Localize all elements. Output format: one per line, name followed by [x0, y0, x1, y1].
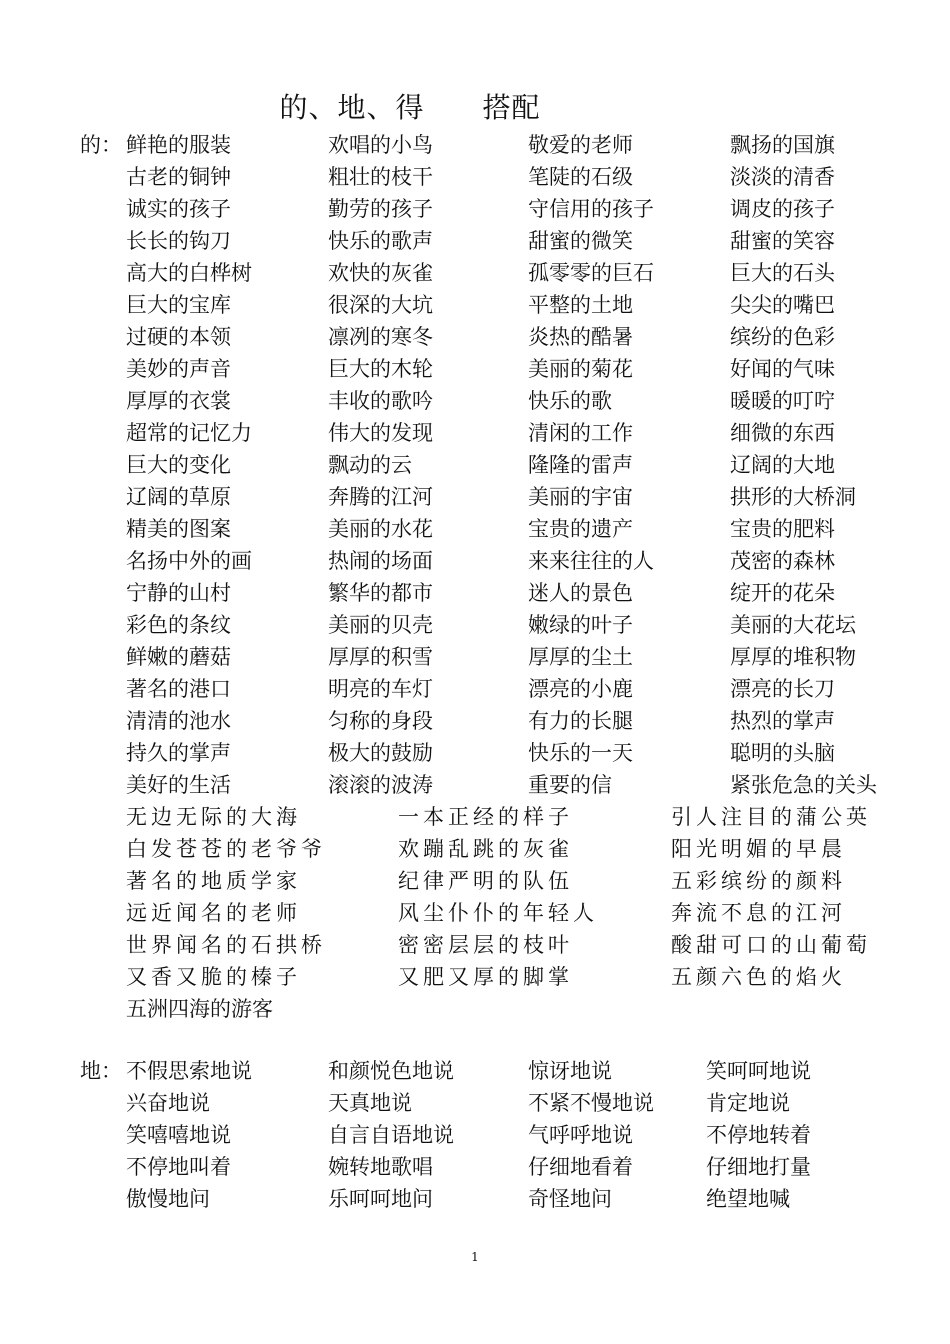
phrase: 彩色的条纹	[126, 613, 231, 637]
phrase: 仔细地看着	[528, 1155, 633, 1179]
phrase: 著名的港口	[126, 677, 231, 701]
phrase: 清清的池水	[126, 709, 231, 733]
phrase: 远近闻名的老师	[126, 901, 301, 925]
phrase: 滚滚的波涛	[328, 773, 433, 797]
phrase: 长长的钩刀	[126, 229, 231, 253]
phrase: 傲慢地问	[126, 1187, 210, 1211]
phrase: 凛冽的寒冬	[328, 325, 433, 349]
page-title: 的、地、得 搭配	[279, 91, 541, 124]
phrase: 超常的记忆力	[126, 421, 252, 445]
phrase-row	[126, 673, 886, 705]
phrase: 宁静的山村	[126, 581, 231, 605]
page-number: 1	[471, 1250, 479, 1264]
phrase: 厚厚的衣裳	[126, 389, 231, 413]
phrase-row	[126, 577, 886, 609]
phrase: 美丽的宇宙	[528, 485, 633, 509]
di-label: 地：	[80, 1059, 122, 1083]
phrase: 甜蜜的微笑	[528, 229, 633, 253]
di-rows	[126, 1055, 886, 1215]
phrase: 又肥又厚的脚掌	[398, 965, 573, 989]
phrase-row	[126, 609, 886, 641]
phrase: 飘动的云	[328, 453, 412, 477]
phrase: 拱形的大桥洞	[730, 485, 856, 509]
phrase: 巨大的宝库	[126, 293, 231, 317]
phrase-row	[126, 321, 886, 353]
phrase: 仔细地打量	[706, 1155, 811, 1179]
phrase: 宝贵的遗产	[528, 517, 633, 541]
phrase: 茂密的森林	[730, 549, 835, 573]
phrase: 兴奋地说	[126, 1091, 210, 1115]
phrase: 五洲四海的游客	[126, 997, 273, 1021]
phrase: 高大的白桦树	[126, 261, 252, 285]
phrase: 调皮的孩子	[730, 197, 835, 221]
phrase: 繁华的都市	[328, 581, 433, 605]
phrase: 无边无际的大海	[126, 805, 301, 829]
phrase: 有力的长腿	[528, 709, 633, 733]
phrase: 自言自语地说	[328, 1123, 454, 1147]
phrase: 美丽的贝壳	[328, 613, 433, 637]
phrase: 甜蜜的笑容	[730, 229, 835, 253]
phrase-row	[126, 129, 886, 161]
phrase-row	[126, 161, 886, 193]
phrase: 五彩缤纷的颜料	[671, 869, 846, 893]
phrase: 奔流不息的江河	[671, 901, 846, 925]
phrase: 名扬中外的画	[126, 549, 252, 573]
phrase: 重要的信	[528, 773, 612, 797]
phrase: 不停地叫着	[126, 1155, 231, 1179]
phrase: 辽阔的草原	[126, 485, 231, 509]
phrase: 热烈的掌声	[730, 709, 835, 733]
phrase: 鲜嫩的蘑菇	[126, 645, 231, 669]
phrase-row	[126, 865, 886, 897]
phrase: 尖尖的嘴巴	[730, 293, 835, 317]
phrase: 著名的地质学家	[126, 869, 301, 893]
phrase: 白发苍苍的老爷爷	[126, 837, 326, 861]
phrase: 敬爱的老师	[528, 133, 633, 157]
phrase: 笑呵呵地说	[706, 1059, 811, 1083]
phrase: 快乐的歌	[528, 389, 612, 413]
phrase: 和颜悦色地说	[328, 1059, 454, 1083]
phrase: 明亮的车灯	[328, 677, 433, 701]
phrase: 一本正经的样子	[398, 805, 573, 829]
phrase: 匀称的身段	[328, 709, 433, 733]
phrase-row	[126, 1183, 886, 1215]
phrase: 风尘仆仆的年轻人	[398, 901, 598, 925]
phrase-row	[126, 897, 886, 929]
phrase: 世界闻名的石拱桥	[126, 933, 326, 957]
phrase-row	[126, 353, 886, 385]
phrase: 辽阔的大地	[730, 453, 835, 477]
phrase: 古老的铜钟	[126, 165, 231, 189]
phrase-row	[126, 993, 886, 1025]
phrase: 飘扬的国旗	[730, 133, 835, 157]
phrase: 炎热的酷暑	[528, 325, 633, 349]
phrase-row	[126, 737, 886, 769]
phrase: 奇怪地问	[528, 1187, 612, 1211]
phrase: 巨大的木轮	[328, 357, 433, 381]
de-label: 的：	[80, 133, 122, 157]
phrase: 平整的土地	[528, 293, 633, 317]
phrase-row	[126, 833, 886, 865]
phrase-row	[126, 449, 886, 481]
phrase: 漂亮的长刀	[730, 677, 835, 701]
de-rows	[126, 129, 886, 1025]
phrase: 迷人的景色	[528, 581, 633, 605]
phrase: 嫩绿的叶子	[528, 613, 633, 637]
phrase: 不停地转着	[706, 1123, 811, 1147]
phrase: 精美的图案	[126, 517, 231, 541]
phrase: 热闹的场面	[328, 549, 433, 573]
phrase: 欢蹦乱跳的灰雀	[398, 837, 573, 861]
phrase: 巨大的石头	[730, 261, 835, 285]
phrase: 又香又脆的榛子	[126, 965, 301, 989]
phrase: 快乐的一天	[528, 741, 633, 765]
phrase: 勤劳的孩子	[328, 197, 433, 221]
phrase-row	[126, 417, 886, 449]
phrase: 漂亮的小鹿	[528, 677, 633, 701]
phrase: 清闲的工作	[528, 421, 633, 445]
phrase: 宝贵的肥料	[730, 517, 835, 541]
phrase: 惊讶地说	[528, 1059, 612, 1083]
phrase: 美好的生活	[126, 773, 231, 797]
phrase: 美丽的菊花	[528, 357, 633, 381]
phrase: 紧张危急的关头	[730, 773, 877, 797]
phrase-row	[126, 1151, 886, 1183]
phrase: 引人注目的蒲公英	[671, 805, 871, 829]
phrase-row	[126, 513, 886, 545]
phrase-row	[126, 385, 886, 417]
phrase-row	[126, 769, 886, 801]
phrase-row	[126, 641, 886, 673]
phrase: 聪明的头脑	[730, 741, 835, 765]
phrase-row	[126, 705, 886, 737]
phrase: 乐呵呵地问	[328, 1187, 433, 1211]
phrase-row	[126, 1119, 886, 1151]
phrase: 欢唱的小鸟	[328, 133, 433, 157]
phrase: 肯定地说	[706, 1091, 790, 1115]
phrase: 过硬的本领	[126, 325, 231, 349]
phrase: 酸甜可口的山葡萄	[671, 933, 871, 957]
phrase: 来来往往的人	[528, 549, 654, 573]
phrase: 粗壮的枝干	[328, 165, 433, 189]
phrase: 暖暖的叮咛	[730, 389, 835, 413]
phrase: 气呼呼地说	[528, 1123, 633, 1147]
phrase: 不紧不慢地说	[528, 1091, 654, 1115]
phrase-row	[126, 929, 886, 961]
phrase-row	[126, 257, 886, 289]
phrase: 极大的鼓励	[328, 741, 433, 765]
phrase: 欢快的灰雀	[328, 261, 433, 285]
phrase: 美妙的声音	[126, 357, 231, 381]
phrase: 诚实的孩子	[126, 197, 231, 221]
phrase: 很深的大坑	[328, 293, 433, 317]
phrase: 美丽的大花坛	[730, 613, 856, 637]
phrase: 巨大的变化	[126, 453, 231, 477]
phrase: 厚厚的堆积物	[730, 645, 856, 669]
phrase: 笔陡的石级	[528, 165, 633, 189]
phrase: 孤零零的巨石	[528, 261, 654, 285]
phrase: 笑嘻嘻地说	[126, 1123, 231, 1147]
phrase: 快乐的歌声	[328, 229, 433, 253]
phrase: 厚厚的尘土	[528, 645, 633, 669]
phrase-row	[126, 961, 886, 993]
phrase: 绽开的花朵	[730, 581, 835, 605]
phrase-row	[126, 1087, 886, 1119]
phrase-row	[126, 481, 886, 513]
phrase: 细微的东西	[730, 421, 835, 445]
phrase: 伟大的发现	[328, 421, 433, 445]
phrase: 淡淡的清香	[730, 165, 835, 189]
phrase: 阳光明媚的早晨	[671, 837, 846, 861]
phrase-row	[126, 289, 886, 321]
phrase: 天真地说	[328, 1091, 412, 1115]
phrase: 守信用的孩子	[528, 197, 654, 221]
phrase: 持久的掌声	[126, 741, 231, 765]
phrase: 美丽的水花	[328, 517, 433, 541]
phrase: 婉转地歌唱	[328, 1155, 433, 1179]
phrase-row	[126, 193, 886, 225]
phrase: 好闻的气味	[730, 357, 835, 381]
phrase: 绝望地喊	[706, 1187, 790, 1211]
phrase: 厚厚的积雪	[328, 645, 433, 669]
phrase: 奔腾的江河	[328, 485, 433, 509]
phrase-row	[126, 1055, 886, 1087]
phrase: 鲜艳的服装	[126, 133, 231, 157]
phrase: 密密层层的枝叶	[398, 933, 573, 957]
phrase: 五颜六色的焰火	[671, 965, 846, 989]
phrase: 丰收的歌吟	[328, 389, 433, 413]
phrase-row	[126, 801, 886, 833]
phrase: 纪律严明的队伍	[398, 869, 573, 893]
phrase: 不假思索地说	[126, 1059, 252, 1083]
phrase-row	[126, 225, 886, 257]
phrase: 隆隆的雷声	[528, 453, 633, 477]
phrase-row	[126, 545, 886, 577]
phrase: 缤纷的色彩	[730, 325, 835, 349]
